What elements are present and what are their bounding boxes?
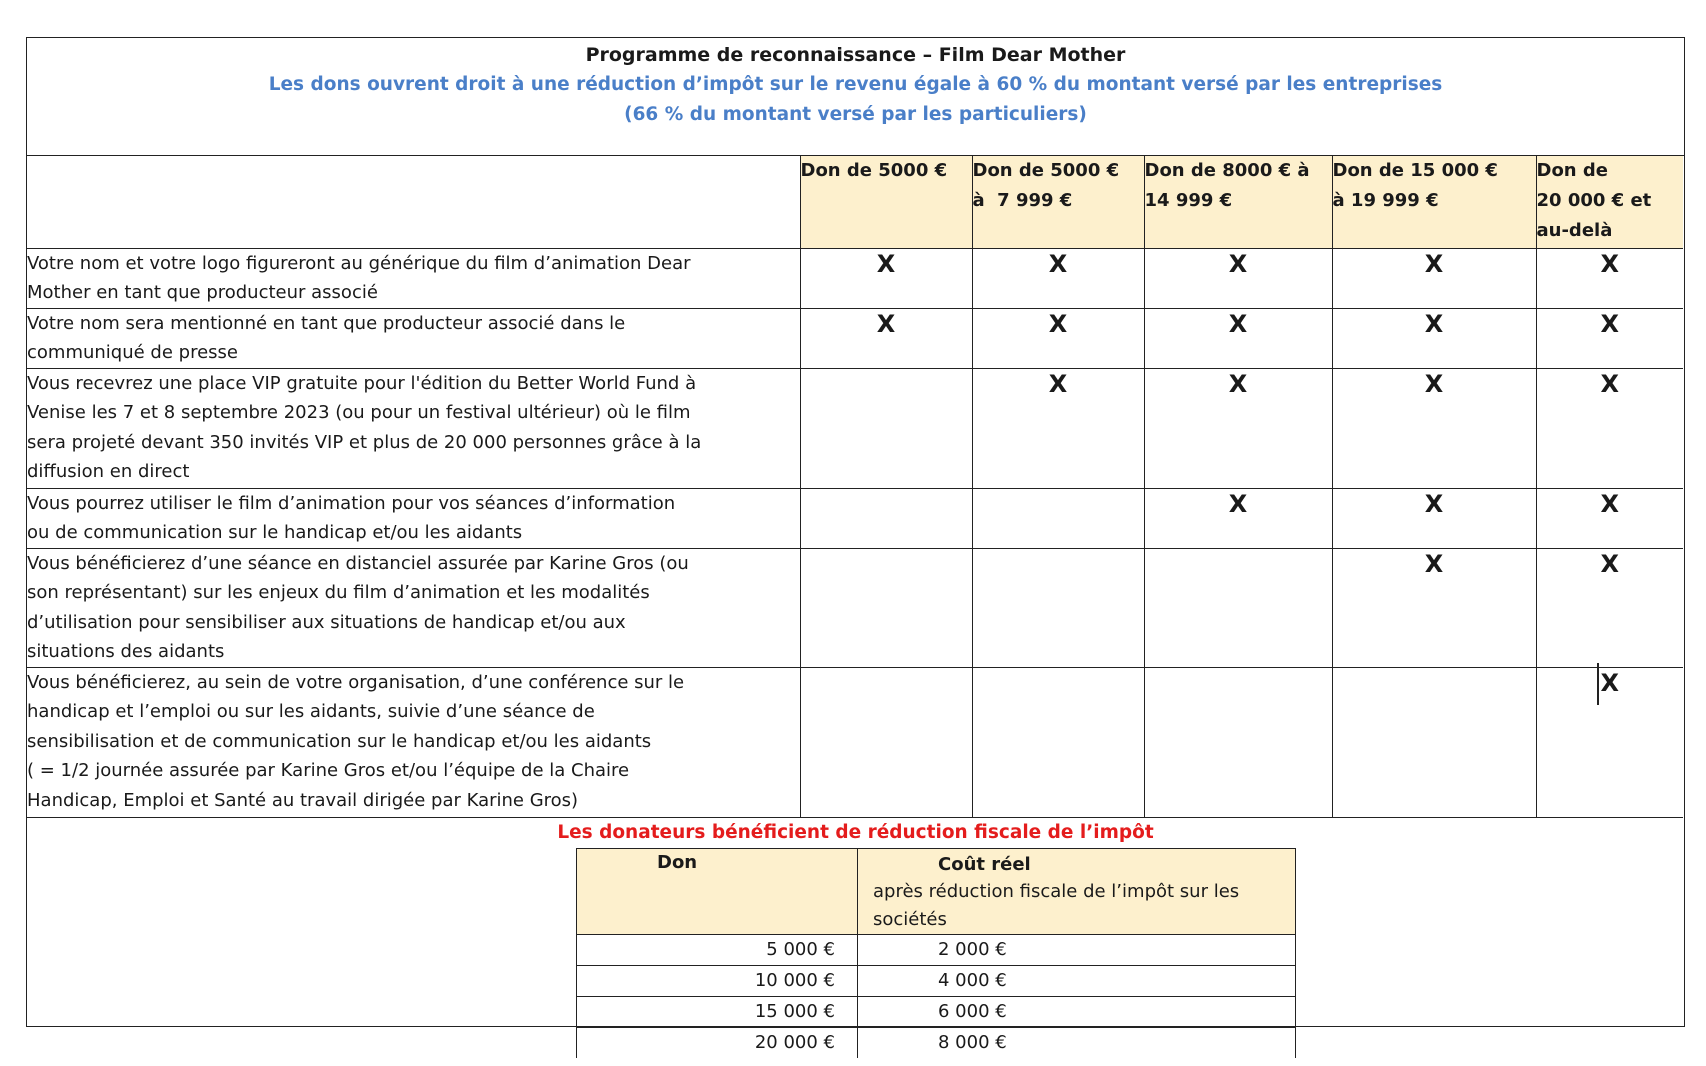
tier-check-cell	[800, 308, 972, 368]
check-mark: X	[876, 309, 896, 338]
tier-check-cell	[1536, 248, 1683, 308]
check-mark: X	[1228, 369, 1248, 398]
table-row	[27, 368, 1683, 488]
benefit-description	[27, 248, 800, 308]
benefit-description	[27, 368, 800, 488]
check-mark: X	[1600, 669, 1619, 697]
benefit-line: ou de communication sur le handicap et/ou les aidants	[27, 522, 523, 543]
benefit-line: diffusion en direct	[27, 461, 190, 482]
check-mark: X	[876, 249, 896, 278]
tier-check-cell	[1144, 667, 1332, 817]
table-row	[27, 488, 1683, 548]
check-mark: X	[1048, 369, 1068, 398]
table-row	[577, 966, 1296, 997]
tier-check-cell	[1332, 248, 1536, 308]
benefit-description	[27, 308, 800, 368]
don-value: 20 000 €	[577, 1028, 858, 1059]
tier-header-1	[800, 156, 972, 248]
tier-check-cell	[972, 548, 1144, 667]
check-mark: X	[1600, 309, 1619, 338]
check-mark: X	[1048, 249, 1068, 278]
check-mark: X	[1048, 309, 1068, 338]
benefit-line: d’utilisation pour sensibiliser aux situations de handicap et/ou aux	[27, 611, 626, 633]
tier-header-line: au-delà	[1536, 220, 1613, 241]
tier-check-cell	[972, 488, 1144, 548]
tier-header-line: Don de 5000 €	[972, 160, 1120, 181]
tier-header-line: 14 999 €	[1144, 190, 1233, 211]
tier-check-cell	[1332, 488, 1536, 548]
tier-header-4	[1332, 156, 1536, 248]
tier-check-cell	[1332, 667, 1536, 817]
tier-header-line: 20 000 € et	[1536, 190, 1652, 211]
tier-header-5	[1536, 156, 1683, 248]
check-mark: X	[1228, 489, 1248, 518]
col-header-don: Don	[577, 849, 858, 935]
benefit-line: Vous recevrez une place VIP gratuite pour l'édition du Better World Fund à	[27, 372, 697, 394]
benefit-line: ( = 1/2 journée assurée par Karine Gros et/ou l’équipe de la Chaire	[27, 760, 630, 781]
benefit-line: Votre nom et votre logo figureront au générique du film d’animation Dear	[27, 252, 691, 274]
tax-info-line-2: (66 % du montant versé par les particuliers)	[624, 104, 1087, 125]
benefit-line: Vous pourrez utiliser le film d’animation pour vos séances d’information	[27, 492, 676, 514]
tier-header-line: Don de 5000 €	[800, 160, 948, 181]
document-frame	[26, 37, 1685, 1053]
tier-header-line: Don de 8000 € à	[1144, 160, 1310, 181]
tier-check-cell	[1144, 368, 1332, 488]
tier-check-cell	[1536, 488, 1683, 548]
tier-header-line: à 19 999 €	[1332, 190, 1439, 211]
benefit-line: Handicap, Emploi et Santé au travail dirigée par Karine Gros)	[27, 789, 579, 811]
tier-check-cell	[1332, 548, 1536, 667]
benefit-line: Vous bénéficierez d’une séance en distanciel assurée par Karine Gros (ou	[27, 552, 689, 574]
cout-value: 8 000 €	[858, 1028, 1296, 1059]
page-title: Programme de reconnaissance – Film Dear Mother	[585, 44, 1126, 66]
benefit-line: Mother en tant que producteur associé	[27, 282, 378, 303]
don-value: 10 000 €	[577, 966, 858, 997]
benefit-description	[27, 488, 800, 548]
cout-value: 6 000 €	[858, 997, 1296, 1028]
cost-table	[576, 848, 1296, 1058]
tax-info-line-1: Les dons ouvrent droit à une réduction d’impôt sur le revenu égale à 60 % du montant versé par les entreprises	[268, 74, 1443, 95]
check-mark: X	[1424, 249, 1444, 278]
check-mark: X	[1424, 489, 1444, 518]
tier-check-cell	[1144, 248, 1332, 308]
tier-check-cell	[1144, 488, 1332, 548]
tier-header-line: Don de	[1536, 160, 1608, 181]
tier-check-cell	[800, 248, 972, 308]
don-value: 15 000 €	[577, 997, 858, 1028]
table-row	[27, 548, 1683, 667]
table-header	[27, 38, 1684, 156]
tier-check-cell	[1144, 548, 1332, 667]
col-header-cout-title: Coût réel	[938, 854, 1031, 875]
check-mark: X	[1600, 489, 1619, 518]
tier-check-cell	[1536, 548, 1683, 667]
tier-check-cell	[800, 368, 972, 488]
tier-check-cell	[800, 548, 972, 667]
benefit-line: son représentant) sur les enjeux du film d’animation et les modalités	[27, 582, 650, 603]
benefit-description	[27, 548, 800, 667]
table-row	[27, 667, 1683, 817]
check-mark: X	[1600, 249, 1619, 278]
cout-value: 4 000 €	[858, 966, 1296, 997]
tier-check-cell	[972, 667, 1144, 817]
tier-check-cell	[1536, 308, 1683, 368]
tier-check-cell	[972, 308, 1144, 368]
benefit-line: Votre nom sera mentionné en tant que producteur associé dans le	[27, 312, 626, 334]
table-row	[27, 308, 1683, 368]
tier-check-cell	[800, 667, 972, 817]
don-value: 5 000 €	[577, 935, 858, 966]
tier-check-cell	[1144, 308, 1332, 368]
benefit-line: communiqué de presse	[27, 342, 238, 363]
table-row	[577, 997, 1296, 1028]
tier-check-cell	[1332, 368, 1536, 488]
col-header-cout-subtitle: après réduction fiscale de l’impôt sur les sociétés	[873, 881, 1240, 930]
footer-title: Les donateurs bénéficient de réduction fiscale de l’impôt	[557, 822, 1154, 843]
check-mark: X	[1228, 249, 1248, 278]
tier-check-cell	[800, 488, 972, 548]
tier-check-cell	[1332, 308, 1536, 368]
check-mark: X	[1600, 369, 1619, 398]
tier-header-2	[972, 156, 1144, 248]
check-mark: X	[1424, 309, 1444, 338]
check-mark: X	[1424, 369, 1444, 398]
tier-header-line: Don de 15 000 €	[1332, 160, 1498, 181]
tier-header-line: à 7 999 €	[972, 190, 1073, 211]
cout-value: 2 000 €	[858, 935, 1296, 966]
tier-check-cell	[1536, 667, 1683, 817]
benefit-line: sera projeté devant 350 invités VIP et plus de 20 000 personnes grâce à la	[27, 431, 702, 453]
tier-header-3	[1144, 156, 1332, 248]
benefit-line: Venise les 7 et 8 septembre 2023 (ou pour un festival ultérieur) où le film	[27, 402, 691, 423]
tier-check-cell	[1536, 368, 1683, 488]
benefit-line: handicap et l’emploi ou sur les aidants, suivie d’une séance de	[27, 701, 595, 722]
tier-check-cell	[972, 248, 1144, 308]
benefit-description	[27, 667, 800, 817]
tier-check-cell	[972, 368, 1144, 488]
table-row	[577, 935, 1296, 966]
benefits-table	[27, 156, 1683, 818]
empty-header-cell	[27, 156, 800, 248]
table-row	[577, 1028, 1296, 1059]
check-mark: X	[1228, 309, 1248, 338]
benefit-line: situations des aidants	[27, 641, 225, 662]
benefit-line: sensibilisation et de communication sur le handicap et/ou les aidants	[27, 730, 652, 752]
check-mark: X	[1424, 549, 1444, 578]
table-row	[27, 248, 1683, 308]
col-header-cout	[858, 849, 1296, 935]
text-cursor	[1597, 663, 1599, 705]
check-mark: X	[1600, 549, 1619, 578]
benefit-line: Vous bénéficierez, au sein de votre organisation, d’une conférence sur le	[27, 671, 685, 693]
